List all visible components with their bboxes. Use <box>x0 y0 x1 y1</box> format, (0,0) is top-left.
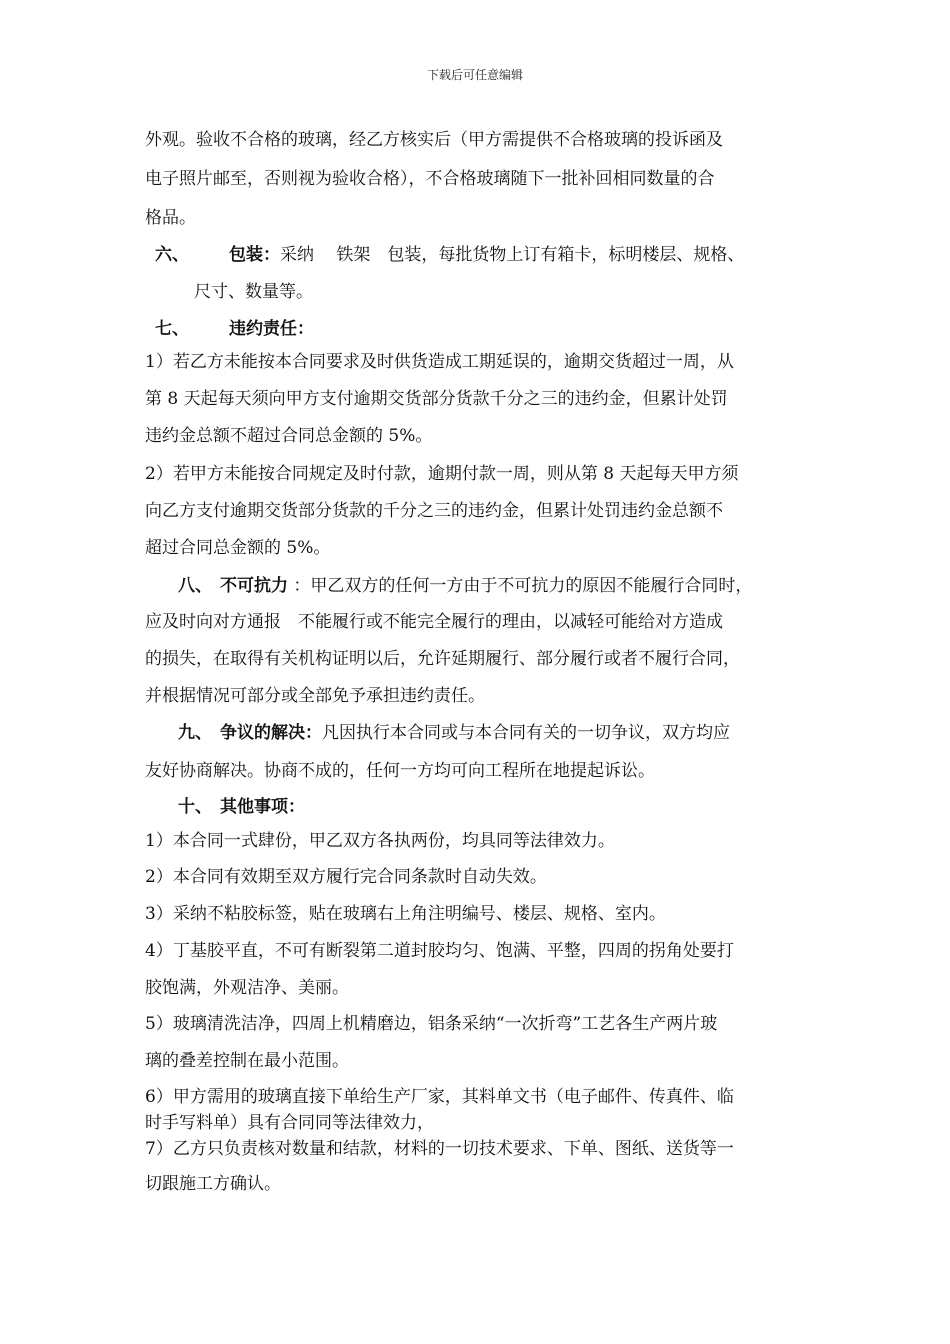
section-text: ：甲乙双方的任何一方由于不可抗力的原因不能履行合同时， <box>288 576 753 596</box>
list-item: 1）本合同一式肆份，甲乙双方各执两份，均具同等法律效力。 <box>145 831 615 851</box>
section-text: 凡因执行本合同或与本合同有关的一切争议，双方均应 <box>322 723 730 743</box>
text-line: 第 8 天起每天须向甲方支付逾期交货部分货款千分之三的违约金，但累计处罚 <box>145 389 728 409</box>
list-item: 胶饱满，外观洁净、美丽。 <box>145 978 349 998</box>
list-item: 6）甲方需用的玻璃直接下单给生产厂家，其料单文书（电子邮件、传真件、临 <box>145 1087 734 1107</box>
section-number: 八、 <box>178 576 212 596</box>
list-item: 2）本合同有效期至双方履行完合同条款时自动失效。 <box>145 867 547 887</box>
section-10 <box>178 792 305 817</box>
section-heading: 不可抗力 <box>220 576 288 596</box>
list-item: 时手写料单）具有合同同等法律效力， <box>145 1113 434 1133</box>
text-line: 格品。 <box>145 208 196 228</box>
section-number: 六、 <box>155 245 189 265</box>
list-item: 切跟施工方确认。 <box>145 1174 281 1194</box>
section-heading: 其他事项： <box>220 797 305 817</box>
section-number: 七、 <box>155 319 189 339</box>
text-line: 友好协商解决。协商不成的，任何一方均可向工程所在地提起诉讼。 <box>145 761 655 781</box>
text-line: 尺寸、数量等。 <box>194 282 313 302</box>
section-6 <box>155 240 744 265</box>
list-item: 3）采纳不粘胶标签，贴在玻璃右上角注明编号、楼层、规格、室内。 <box>145 904 666 924</box>
text-line: 向乙方支付逾期交货部分货款的千分之三的违约金，但累计处罚违约金总额不 <box>145 501 723 521</box>
text-line: 电子照片邮至，否则视为验收合格），不合格玻璃随下一批补回相同数量的合 <box>145 169 715 189</box>
section-7 <box>155 314 314 339</box>
list-item: 5）玻璃清洗洁净，四周上机精磨边，铝条采纳“一次折弯”工艺各生产两片玻 <box>145 1014 718 1034</box>
section-text: 采纳 铁架 包装，每批货物上订有箱卡，标明楼层、规格、 <box>280 245 745 265</box>
section-number: 九、 <box>178 723 212 743</box>
section-heading: 争议的解决： <box>220 723 322 743</box>
page-header: 下载后可任意编辑 <box>426 68 523 82</box>
text-line: 2）若甲方未能按合同规定及时付款，逾期付款一周，则从第 8 天起每天甲方须 <box>145 464 739 484</box>
section-heading: 违约责任： <box>229 319 314 339</box>
text-line: 的损失，在取得有关机构证明以后，允许延期履行、部分履行或者不履行合同， <box>145 649 740 669</box>
text-line: 外观。验收不合格的玻璃，经乙方核实后（甲方需提供不合格玻璃的投诉函及 <box>145 130 723 150</box>
section-9 <box>178 718 730 743</box>
text-line: 应及时向对方通报 不能履行或不能完全履行的理由，以减轻可能给对方造成 <box>145 612 723 632</box>
list-item: 璃的叠差控制在最小范围。 <box>145 1051 349 1071</box>
list-item: 4）丁基胶平直，不可有断裂第二道封胶均匀、饱满、平整，四周的拐角处要打 <box>145 941 734 961</box>
text-line: 违约金总额不超过合同总金额的 5%。 <box>145 426 433 446</box>
text-line: 并根据情况可部分或全部免予承担违约责任。 <box>145 686 485 706</box>
section-heading: 包装： <box>229 245 280 265</box>
text-line: 1）若乙方未能按本合同要求及时供货造成工期延误的，逾期交货超过一周，从 <box>145 352 734 372</box>
text-line: 超过合同总金额的 5%。 <box>145 538 331 558</box>
section-8 <box>178 571 752 596</box>
list-item: 7）乙方只负责核对数量和结款，材料的一切技术要求、下单、图纸、送货等一 <box>145 1139 734 1159</box>
section-number: 十、 <box>178 797 212 817</box>
